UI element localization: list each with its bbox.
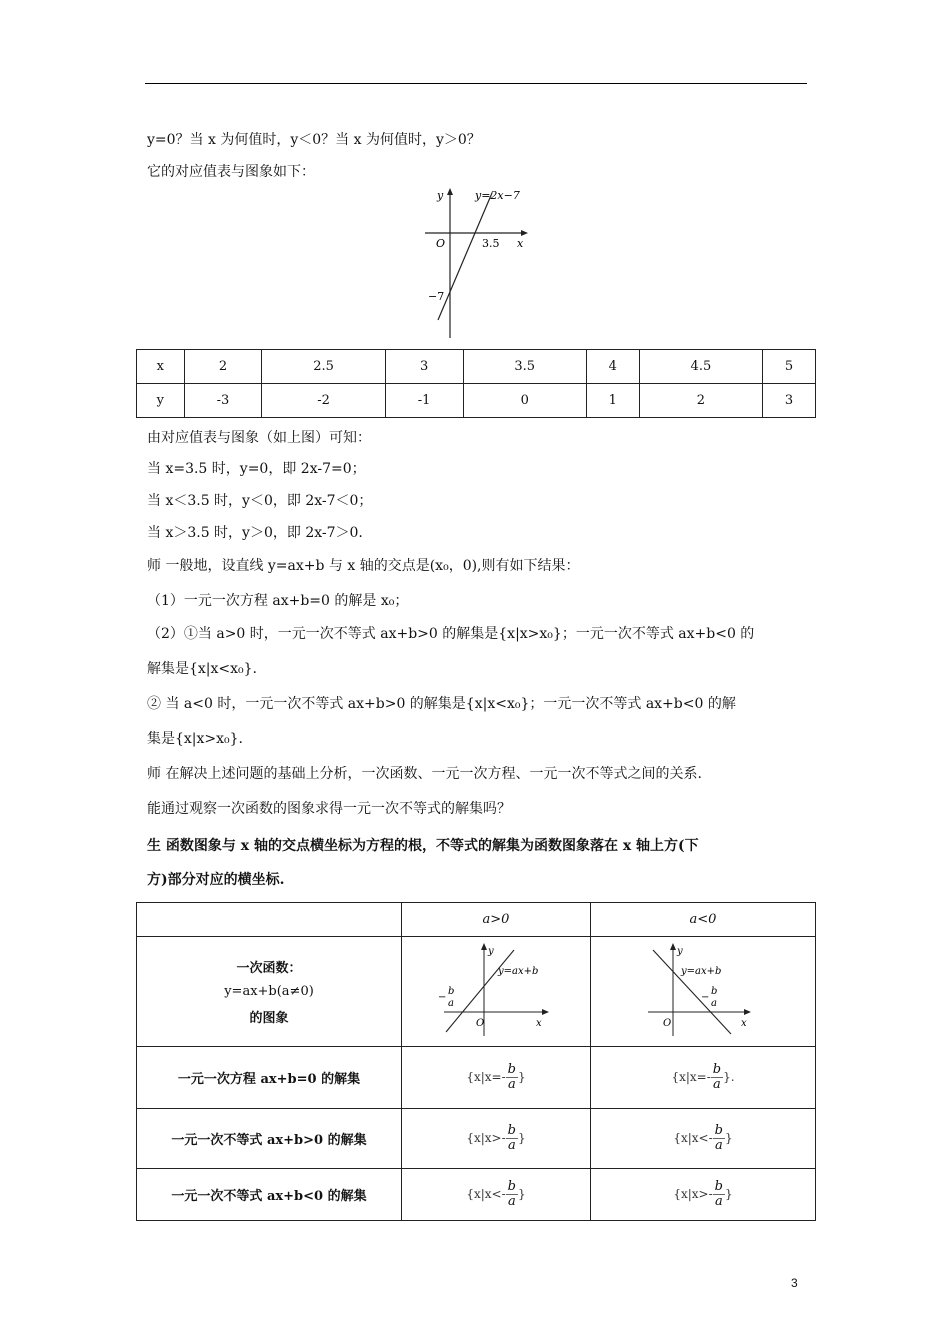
text-line-13: 师 在解决上述问题的基础上分析，一次函数、一元一次方程、一元一次不等式之间的关系.: [147, 766, 702, 782]
table-row: [137, 1169, 816, 1221]
row1-head-1: 一次函数：: [236, 961, 302, 976]
neg-b-label: −: [438, 991, 447, 1003]
frac-num: b: [507, 1179, 516, 1194]
cell: 5: [763, 350, 816, 384]
graph-2x-minus-7: [420, 185, 540, 340]
graph1-origin: O: [436, 237, 446, 250]
cell: 一元一次方程 ax+b=0 的解集: [137, 1047, 402, 1109]
text-line-6: 当 x＞3.5 时，y＞0，即 2x-7＞0.: [147, 525, 363, 541]
axis-x-label: x: [536, 1017, 542, 1029]
summary-table: [136, 902, 816, 1221]
frac: [713, 1180, 725, 1209]
text-line-7: 师 一般地，设直线 y=ax+b 与 x 轴的交点是(x₀，0),则有如下结果：: [147, 558, 580, 574]
graph1-tick-x: 3.5: [482, 237, 500, 250]
cell: [402, 1109, 591, 1169]
cell: [591, 1109, 816, 1169]
value-table: [136, 349, 816, 418]
cell: 一元一次不等式 ax+b<0 的解集: [137, 1169, 402, 1221]
text-line-5: 当 x＜3.5 时，y＜0，即 2x-7＜0；: [147, 493, 373, 509]
frac: [711, 1063, 723, 1092]
cell: 1: [586, 384, 639, 418]
frac-den: a: [507, 1194, 516, 1209]
frac-den: a: [714, 1194, 723, 1209]
text-line-14: 能通过观察一次函数的图象求得一元一次不等式的解集吗？: [147, 801, 511, 817]
text-line-12: 集是{x|x>x₀}.: [147, 731, 244, 747]
cell: -2: [262, 384, 385, 418]
cell: 3: [385, 350, 463, 384]
cell: 4: [586, 350, 639, 384]
solution-prefix: {x|x>-: [466, 1131, 506, 1145]
graph-label: y=ax+b: [498, 965, 539, 977]
frac-den: a: [713, 1077, 721, 1092]
graph1-x-label: x: [517, 237, 524, 250]
axis-origin: O: [476, 1017, 485, 1029]
cell: a>0: [402, 903, 591, 937]
table-row: [137, 384, 816, 418]
text-line-3: 由对应值表与图象（如上图）可知：: [147, 430, 371, 446]
graph-a-negative: [643, 942, 763, 1038]
text-line-15: 生 函数图象与 x 轴的交点横坐标为方程的根，不等式的解集为函数图象落在 x 轴上方(下: [147, 838, 699, 854]
solution-prefix: {x|x=-: [671, 1070, 711, 1084]
frac-den: a: [448, 997, 454, 1009]
frac-den: a: [507, 1077, 516, 1092]
cell: 2: [184, 350, 262, 384]
cell: 2: [639, 384, 762, 418]
frac-num: b: [714, 1179, 723, 1194]
solution-close: }: [725, 1187, 733, 1201]
table-row: [137, 1047, 816, 1109]
cell: 2.5: [262, 350, 385, 384]
graph-label: y=ax+b: [681, 965, 722, 977]
cell: [137, 903, 402, 937]
cell: 一元一次不等式 ax+b>0 的解集: [137, 1109, 402, 1169]
row1-head-2: y=ax+b(a≠0): [224, 984, 314, 999]
cell: 3.5: [463, 350, 586, 384]
cell: [402, 937, 591, 1047]
cell: [402, 1047, 591, 1109]
text-line-16: 方)部分对应的横坐标.: [147, 872, 285, 888]
frac-num: b: [712, 1062, 722, 1077]
header-rule: [145, 83, 807, 84]
page-number: 3: [791, 1276, 798, 1290]
solution-prefix: {x|x<-: [673, 1131, 713, 1145]
cell: 4.5: [639, 350, 762, 384]
axis-origin: O: [663, 1017, 672, 1029]
solution-prefix: {x|x=-: [466, 1070, 506, 1084]
graph1-y-label: y: [437, 189, 444, 202]
axis-x-label: x: [741, 1017, 747, 1029]
solution-prefix: {x|x<-: [466, 1187, 506, 1201]
frac: [506, 1124, 518, 1153]
text-line-9: （2）①当 a>0 时，一元一次不等式 ax+b>0 的解集是{x|x>x₀}；一元一次不等式 ax+b<0 的: [147, 626, 755, 642]
solution-close: }.: [723, 1070, 735, 1084]
frac-den: a: [507, 1138, 516, 1153]
frac-den: a: [714, 1138, 723, 1153]
text-line-2: 它的对应值表与图象如下：: [147, 164, 315, 180]
frac-num: b: [714, 1123, 723, 1138]
cell: [591, 937, 816, 1047]
text-line-4: 当 x=3.5 时，y=0，即 2x-7=0；: [147, 461, 366, 477]
cell: [137, 937, 402, 1047]
table-row: [137, 903, 816, 937]
text-line-8: （1）一元一次方程 ax+b=0 的解是 x₀；: [147, 593, 409, 609]
graph-a-positive: [436, 942, 556, 1038]
text-line-10: 解集是{x|x<x₀}.: [147, 661, 258, 677]
frac-num: b: [507, 1062, 516, 1077]
solution-close: }: [518, 1187, 526, 1201]
solution-close: }: [518, 1131, 526, 1145]
solution-prefix: {x|x>-: [673, 1187, 713, 1201]
table-row: [137, 1109, 816, 1169]
axis-y-label: y: [488, 945, 494, 957]
table-row: [137, 937, 816, 1047]
cell: a<0: [591, 903, 816, 937]
line-y-2x-7: [438, 193, 492, 320]
cell: x: [137, 350, 185, 384]
cell: y: [137, 384, 185, 418]
axis-y-label: y: [677, 945, 683, 957]
frac-num: b: [507, 1123, 516, 1138]
text-line-11: ② 当 a<0 时，一元一次不等式 ax+b>0 的解集是{x|x<x₀}；一元一次不等式 ax+b<0 的解: [147, 696, 736, 712]
frac: [506, 1180, 518, 1209]
row1-head-3: 的图象: [249, 1011, 289, 1026]
table-row: [137, 350, 816, 384]
cell: -1: [385, 384, 463, 418]
cell: 3: [763, 384, 816, 418]
frac-num: b: [711, 985, 718, 997]
frac-num: b: [448, 985, 455, 997]
cell: [402, 1169, 591, 1221]
solution-close: }: [518, 1070, 526, 1084]
frac: [506, 1063, 518, 1092]
frac: [713, 1124, 725, 1153]
cell: [591, 1169, 816, 1221]
frac-den: a: [711, 997, 717, 1009]
neg-b-label: −: [701, 991, 710, 1003]
text-line-1: y=0？当 x 为何值时，y＜0？当 x 为何值时，y＞0？: [147, 132, 481, 148]
graph1-tick-y: −7: [428, 290, 445, 303]
cell: [591, 1047, 816, 1109]
graph1-func-label: y=2x−7: [475, 189, 520, 202]
cell: -3: [184, 384, 262, 418]
solution-close: }: [725, 1131, 733, 1145]
cell: 0: [463, 384, 586, 418]
